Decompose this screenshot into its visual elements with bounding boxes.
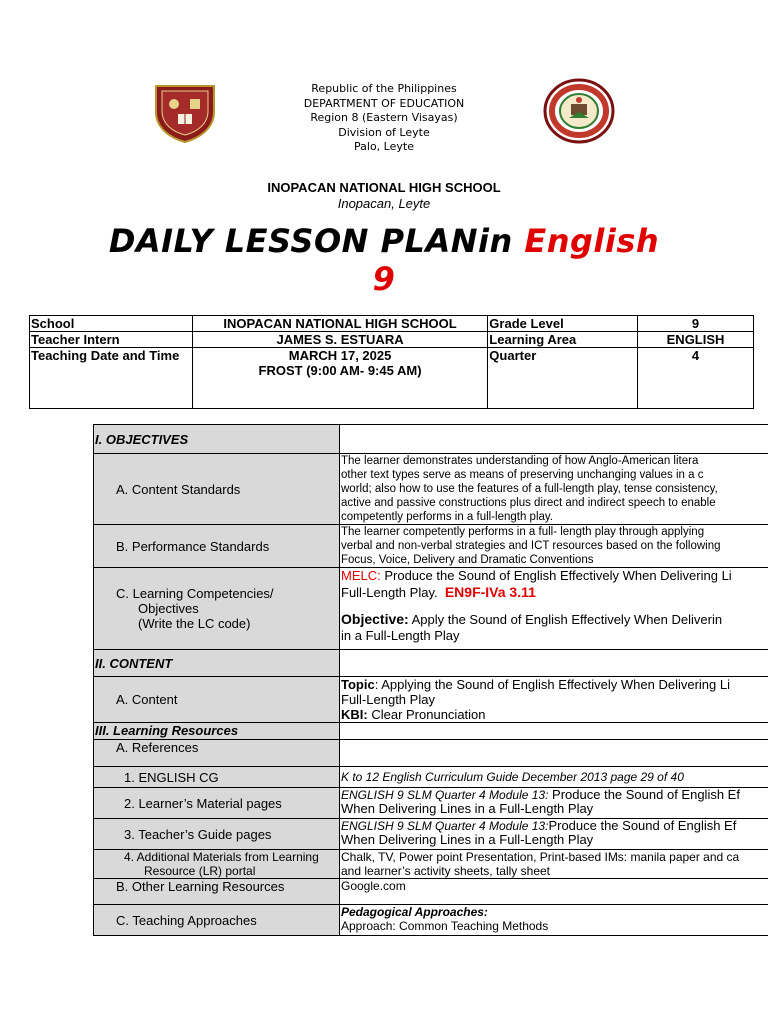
title-main: DAILY LESSON PLANin [108,222,513,260]
lm-value-text: Produce the Sound of English Ef [548,787,740,802]
content-heading: II. CONTENT [94,650,340,677]
content-std-line: The learner demonstrates understanding of how Anglo-American litera [341,455,699,467]
date-time-cell [192,348,488,409]
references-label: A. References [94,740,340,767]
tg-value-text: Produce the Sound of English Ef [548,818,737,833]
date-label: Teaching Date and Time [30,348,193,409]
tg-value [340,819,768,850]
add-label-line: 4. Additional Materials from Learning [124,850,319,864]
grade-label: Grade Level [488,316,638,332]
school-name: INOPACAN NATIONAL HIGH SCHOOL [267,180,501,195]
republic-line: Republic of the Philippines [311,82,457,95]
topic-text-2: Full-Length Play [341,692,435,707]
performance-standards-label: B. Performance Standards [94,525,340,568]
grade-value: 9 [638,316,754,332]
kbi-label: KBI: [341,707,368,722]
additional-materials-label [94,850,340,879]
objectives-empty [340,425,768,454]
quarter-label: Quarter [488,348,638,409]
references-empty [340,740,768,767]
melc-text: Produce the Sound of English Effectively When Delivering Li [380,568,732,583]
division-line: Division of Leyte [338,125,430,139]
school-address: Inopacan, Leyte [337,196,431,211]
title-subject: English [524,222,660,260]
lm-value-italic: ENGLISH 9 SLM Quarter 4 Module 13: [341,788,549,802]
department-line: DEPARTMENT OF EDUCATION [303,96,465,110]
content-standards-value [340,454,768,525]
lesson-plan-table [93,424,768,936]
tg-value-italic: ENGLISH 9 SLM Quarter 4 Module 13: [341,819,549,833]
additional-materials-value [340,850,768,879]
region-line: Region 8 (Eastern Visayas) [310,111,458,125]
content-std-line: competently performs in a full-length play. [341,511,553,523]
other-resources-value: Google.com [340,879,768,905]
content-label: A. Content [94,677,340,723]
kbi-text: Clear Pronunciation [367,707,486,722]
performance-standards-value [340,525,768,568]
competencies-label [94,568,340,650]
school-value: INOPACAN NATIONAL HIGH SCHOOL [192,316,488,332]
teaching-approaches-value [340,905,768,936]
town-line: Palo, Leyte [354,140,414,154]
resources-heading: III. Learning Resources [94,723,340,740]
topic-label: Topic [341,677,375,692]
melc-line-2 [341,584,768,601]
content-value [340,677,768,723]
melc-label: MELC: [341,568,381,583]
tg-value-2: When Delivering Lines in a Full-Length Play [341,832,594,847]
page-title [0,222,768,298]
date-value: MARCH 17, 2025 [288,348,392,363]
lm-label: 2. Learner’s Material pages [94,788,340,819]
teach-value-line: Pedagogical Approaches: [341,905,488,919]
content-std-line: other text types serve as means of preserving unchanging values in a c [341,469,704,481]
lm-value-2: When Delivering Lines in a Full-Length Play [341,801,594,816]
other-resources-label: B. Other Learning Resources [94,879,340,905]
comp-label-line: C. Learning Competencies/ [116,586,274,601]
objectives-heading: I. OBJECTIVES [94,425,340,454]
info-table [29,315,754,409]
add-label-line: Resource (LR) portal [144,864,256,878]
area-value: ENGLISH [638,332,754,348]
objective-label: Objective: [341,611,409,627]
perf-std-line: Focus, Voice, Delivery and Dramatic Conventions [341,554,594,566]
competencies-value [340,568,768,650]
quarter-value: 4 [638,348,754,409]
intern-label: Teacher Intern [30,332,193,348]
teaching-approaches-label: C. Teaching Approaches [94,905,340,936]
time-value: FROST (9:00 AM- 9:45 AM) [258,363,422,378]
lm-value [340,788,768,819]
tg-label: 3. Teacher’s Guide pages [94,819,340,850]
objective-text-2: in a Full-Length Play [341,628,460,643]
area-label: Learning Area [488,332,638,348]
content-heading-empty [340,650,768,677]
content-std-line: active and passive constructions plus direct and indirect speech to enable [341,497,716,509]
objective-line [341,611,768,628]
melc-line [341,568,768,584]
add-value-line: Chalk, TV, Power point Presentation, Print-based IMs: manila paper and ca [341,850,740,864]
content-std-line: world; also how to use the features of a full-length play, tense consistency, [341,483,718,495]
melc-code: EN9F-IVa 3.11 [444,584,536,600]
title-grade: 9 [372,260,396,298]
intern-value: JAMES S. ESTUARA [192,332,488,348]
perf-std-line: The learner competently performs in a full- length play through applying [341,526,705,538]
topic-text: : Applying the Sound of English Effectively When Delivering Li [374,677,731,692]
comp-label-line: Objectives [138,601,199,616]
cg-value: K to 12 English Curriculum Guide December 2013 page 29 of 40 [340,767,768,788]
objective-text: Apply the Sound of English Effectively When Deliverin [408,612,723,627]
teach-value-line: Approach: Common Teaching Methods [341,919,549,933]
school-label: School [30,316,193,332]
melc-text-2: Full-Length Play. [341,585,438,600]
perf-std-line: verbal and non-verbal strategies and ICT resources based on the following [341,540,721,552]
letterhead [0,82,768,155]
cg-label: 1. ENGLISH CG [94,767,340,788]
add-value-line: and learner’s activity sheets, tally sheet [341,864,550,878]
content-standards-label: A. Content Standards [94,454,340,525]
comp-label-line: (Write the LC code) [138,616,251,631]
resources-empty [340,723,768,740]
